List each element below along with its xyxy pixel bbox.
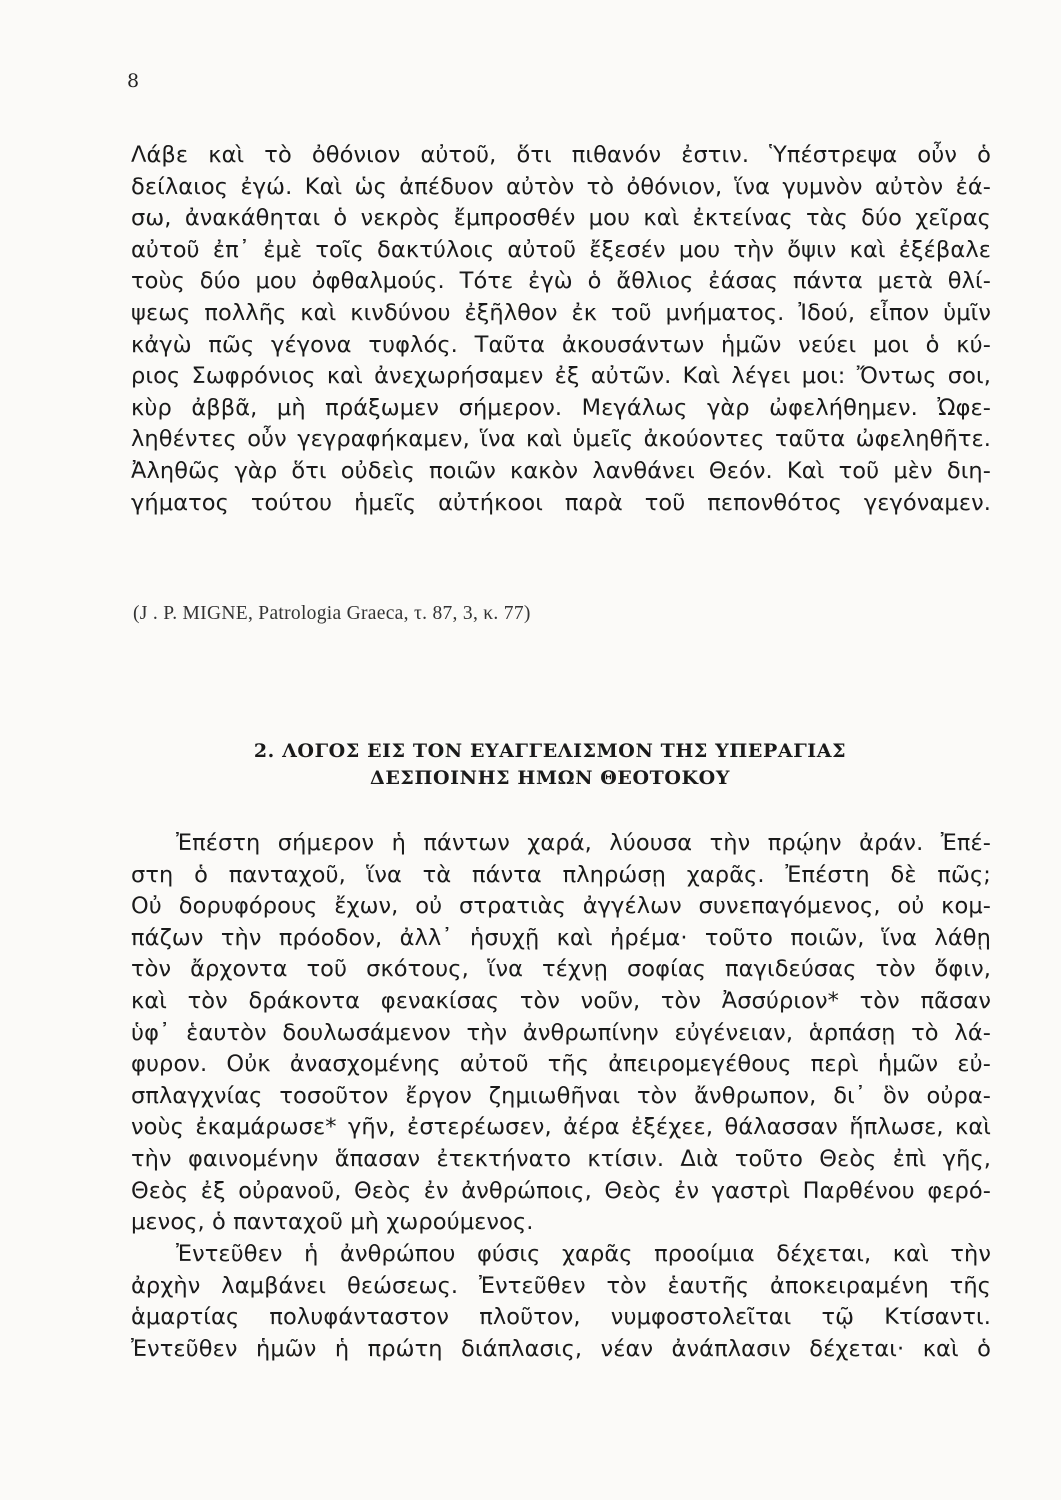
text-line: Λάβε καὶ τὸ ὀθόνιον αὐτοῦ, ὅτι πιθανόν ἐστιν. Ὑπέστρεψα οὖν ὁ — [131, 142, 991, 168]
text-line: σω, ἀνακάθηται ὁ νεκρὸς ἔμπροσθέν μου καὶ ἐκτείνας τὰς δύο χεῖρας — [131, 205, 991, 232]
text-line: Ἐντεῦθεν ἡ ἀνθρώπου φύσις χαρᾶς προοίμια δέχεται, καὶ τὴν — [176, 1241, 991, 1267]
text-line: ὑφ᾽ ἑαυτὸν δουλωσάμενον τὴν ἀνθρωπίνην εὐγένειαν, ἁρπάσῃ τὸ λά- — [131, 1019, 991, 1046]
citation: (J . P. MIGNE, Patrologia Graeca, τ. 87, 3, κ. 77) — [133, 603, 531, 624]
text-line: ληθέντες οὖν γεγραφήκαμεν, ἵνα καὶ ὑμεῖς ἀκούοντες ταῦτα ὠφεληθῆτε. — [131, 426, 991, 453]
text-line: Οὐ δορυφόρους ἔχων, οὐ στρατιὰς ἀγγέλων συνεπαγόμενος, οὐ κομ- — [131, 893, 991, 920]
section-heading-line-1: 2. ΛΟΓΟΣ ΕΙΣ ΤΟΝ ΕΥΑΓΓΕΛΙΣΜΟΝ ΤΗΣ ΥΠΕΡΑΓΙΑΣ — [253, 740, 847, 762]
text-line: δείλαιος ἐγώ. Καὶ ὡς ἀπέδυον αὐτὸν τὸ ὀθόνιον, ἵνα γυμνὸν αὐτὸν ἐά- — [131, 173, 991, 200]
text-line: νοὺς ἐκαμάρωσε* γῆν, ἐστερέωσεν, ἀέρα ἐξέχεε, θάλασσαν ἥπλωσε, καὶ — [131, 1114, 991, 1141]
section-heading-line-2: ΔΕΣΠΟΙΝΗΣ ΗΜΩΝ ΘΕΟΤΟΚΟΥ — [370, 767, 730, 789]
text-line: Ἐντεῦθεν ἡμῶν ἡ πρώτη διάπλασις, νέαν ἀνάπλασιν δέχεται· καὶ ὁ — [131, 1335, 991, 1362]
text-line: Ἀληθῶς γὰρ ὅτι οὐδεὶς ποιῶν κακὸν λανθάνει Θεόν. Καὶ τοῦ μὲν διη- — [131, 457, 991, 484]
paragraph-3 — [131, 1239, 991, 1365]
text-line: ψεως πολλῆς καὶ κινδύνου ἐξῆλθον ἐκ τοῦ μνήματος. Ἰδού, εἶπον ὑμῖν — [131, 299, 991, 326]
text-line: σπλαγχνίας τοσοῦτον ἔργον ζημιωθῆναι τὸν ἄνθρωπον, δι᾽ ὃν οὐρα- — [131, 1082, 991, 1109]
page-number: 8 — [127, 70, 140, 92]
text-line: Θεὸς ἐξ οὐρανοῦ, Θεὸς ἐν ἀνθρώποις, Θεὸς ἐν γαστρὶ Παρθένου φερό- — [131, 1177, 991, 1204]
text-line: πάζων τὴν πρόοδον, ἀλλ᾽ ἡσυχῇ καὶ ἠρέμα· τοῦτο ποιῶν, ἵνα λάθῃ — [131, 924, 991, 951]
text-line: ριος Σωφρόνιος καὶ ἀνεχωρήσαμεν ἐξ αὐτῶν. Καὶ λέγει μοι: Ὄντως σοι, — [131, 363, 991, 390]
paragraph-2 — [131, 828, 991, 1239]
text-line: τὸν ἄρχοντα τοῦ σκότους, ἵνα τέχνῃ σοφίας παγιδεύσας τὸν ὄφιν, — [131, 956, 991, 983]
text-line: τὴν φαινομένην ἅπασαν ἐτεκτήνατο κτίσιν. Διὰ τοῦτο Θεὸς ἐπὶ γῆς, — [131, 1145, 991, 1172]
paragraph-1 — [131, 140, 991, 519]
text-line: αὐτοῦ ἐπ᾽ ἐμὲ τοῖς δακτύλοις αὐτοῦ ἔξεσέν μου τὴν ὄψιν καὶ ἐξέβαλε — [131, 236, 991, 263]
text-line: τοὺς δύο μου ὀφθαλμούς. Τότε ἐγὼ ὁ ἄθλιος ἐάσας πάντα μετὰ θλί- — [131, 268, 991, 295]
text-line: γήματος τούτου ἡμεῖς αὐτήκοοι παρὰ τοῦ πεπονθότος γεγόναμεν. — [131, 489, 991, 516]
text-line: φυρον. Οὐκ ἀνασχομένης αὐτοῦ τῆς ἀπειρομεγέθους περὶ ἡμῶν εὐ- — [131, 1051, 991, 1078]
text-line: καὶ τὸν δράκοντα φενακίσας τὸν νοῦν, τὸν Ἀσσύριον* τὸν πᾶσαν — [131, 987, 991, 1014]
text-line: ἁμαρτίας πολυφάνταστον πλοῦτον, νυμφοστολεῖται τῷ Κτίσαντι. — [131, 1304, 991, 1331]
text-line: μενος, ὁ πανταχοῦ μὴ χωρούμενος. — [131, 1209, 534, 1236]
text-line: Ἐπέστη σήμερον ἡ πάντων χαρά, λύουσα τὴν πρῴην ἀράν. Ἐπέ- — [176, 830, 991, 856]
text-line: ἀρχὴν λαμβάνει θεώσεως. Ἐντεῦθεν τὸν ἑαυτῆς ἀποκειραμένη τῆς — [131, 1272, 991, 1299]
text-line: κὺρ ἀββᾶ, μὴ πράξωμεν σήμερον. Μεγάλως γὰρ ὠφελήθημεν. Ὠφε- — [131, 394, 991, 421]
text-line: κἀγὼ πῶς γέγονα τυφλός. Ταῦτα ἀκουσάντων ἡμῶν νεύει μοι ὁ κύ- — [131, 331, 991, 358]
text-line: στη ὁ πανταχοῦ, ἵνα τὰ πάντα πληρώσῃ χαρᾶς. Ἐπέστη δὲ πῶς; — [131, 861, 991, 888]
